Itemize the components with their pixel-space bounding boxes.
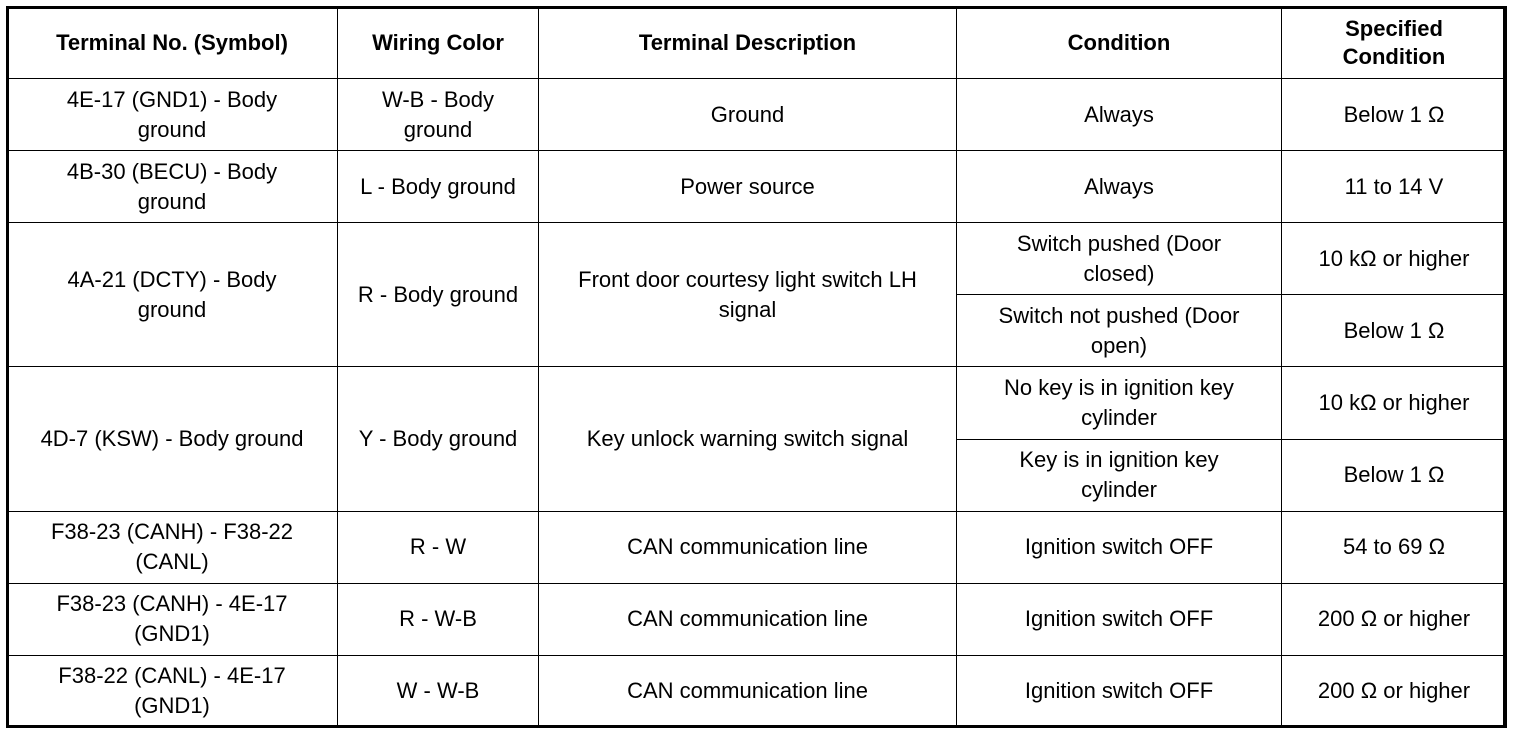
condition-cell: No key is in ignition key cylinder	[957, 367, 1282, 439]
terminal-cell: F38-23 (CANH) - F38-22 (CANL)	[7, 511, 338, 583]
description-cell: CAN communication line	[539, 511, 957, 583]
table-outer-border	[6, 6, 1506, 728]
condition-cell: Ignition switch OFF	[957, 511, 1282, 583]
condition-cell: Ignition switch OFF	[957, 583, 1282, 655]
header-specified-condition: Specified Condition	[1282, 7, 1507, 79]
condition-cell: Switch pushed (Door closed)	[957, 223, 1282, 295]
terminal-cell: 4B-30 (BECU) - Body ground	[7, 151, 338, 223]
condition-cell: Key is in ignition key cylinder	[957, 439, 1282, 511]
wiring-color-cell: W-B - Body ground	[338, 79, 539, 151]
terminal-cell: 4A-21 (DCTY) - Body ground	[7, 223, 338, 367]
description-cell: Front door courtesy light switch LH signal	[539, 223, 957, 367]
terminal-cell: 4E-17 (GND1) - Body ground	[7, 79, 338, 151]
header-terminal-description: Terminal Description	[539, 7, 957, 79]
description-cell: CAN communication line	[539, 583, 957, 655]
wiring-color-cell: R - W	[338, 511, 539, 583]
specified-condition-cell: 11 to 14 V	[1282, 151, 1507, 223]
specified-condition-cell: Below 1 Ω	[1282, 295, 1507, 367]
terminal-cell: F38-22 (CANL) - 4E-17 (GND1)	[7, 655, 338, 727]
wiring-color-cell: Y - Body ground	[338, 367, 539, 511]
condition-cell: Switch not pushed (Door open)	[957, 295, 1282, 367]
specified-condition-cell: 54 to 69 Ω	[1282, 511, 1507, 583]
description-cell: CAN communication line	[539, 655, 957, 727]
wiring-color-cell: R - W-B	[338, 583, 539, 655]
specified-condition-cell: 10 kΩ or higher	[1282, 367, 1507, 439]
specified-condition-cell: Below 1 Ω	[1282, 79, 1507, 151]
condition-cell: Always	[957, 79, 1282, 151]
wiring-color-cell: L - Body ground	[338, 151, 539, 223]
specified-condition-cell: 200 Ω or higher	[1282, 583, 1507, 655]
description-cell: Power source	[539, 151, 957, 223]
wiring-color-cell: R - Body ground	[338, 223, 539, 367]
terminal-cell: F38-23 (CANH) - 4E-17 (GND1)	[7, 583, 338, 655]
wiring-color-cell: W - W-B	[338, 655, 539, 727]
header-wiring-color: Wiring Color	[338, 7, 539, 79]
header-condition: Condition	[957, 7, 1282, 79]
condition-cell: Always	[957, 151, 1282, 223]
condition-cell: Ignition switch OFF	[957, 655, 1282, 727]
header-terminal: Terminal No. (Symbol)	[7, 7, 338, 79]
specified-condition-cell: Below 1 Ω	[1282, 439, 1507, 511]
description-cell: Ground	[539, 79, 957, 151]
specified-condition-cell: 200 Ω or higher	[1282, 655, 1507, 727]
specified-condition-cell: 10 kΩ or higher	[1282, 223, 1507, 295]
terminal-cell: 4D-7 (KSW) - Body ground	[7, 367, 338, 511]
description-cell: Key unlock warning switch signal	[539, 367, 957, 511]
